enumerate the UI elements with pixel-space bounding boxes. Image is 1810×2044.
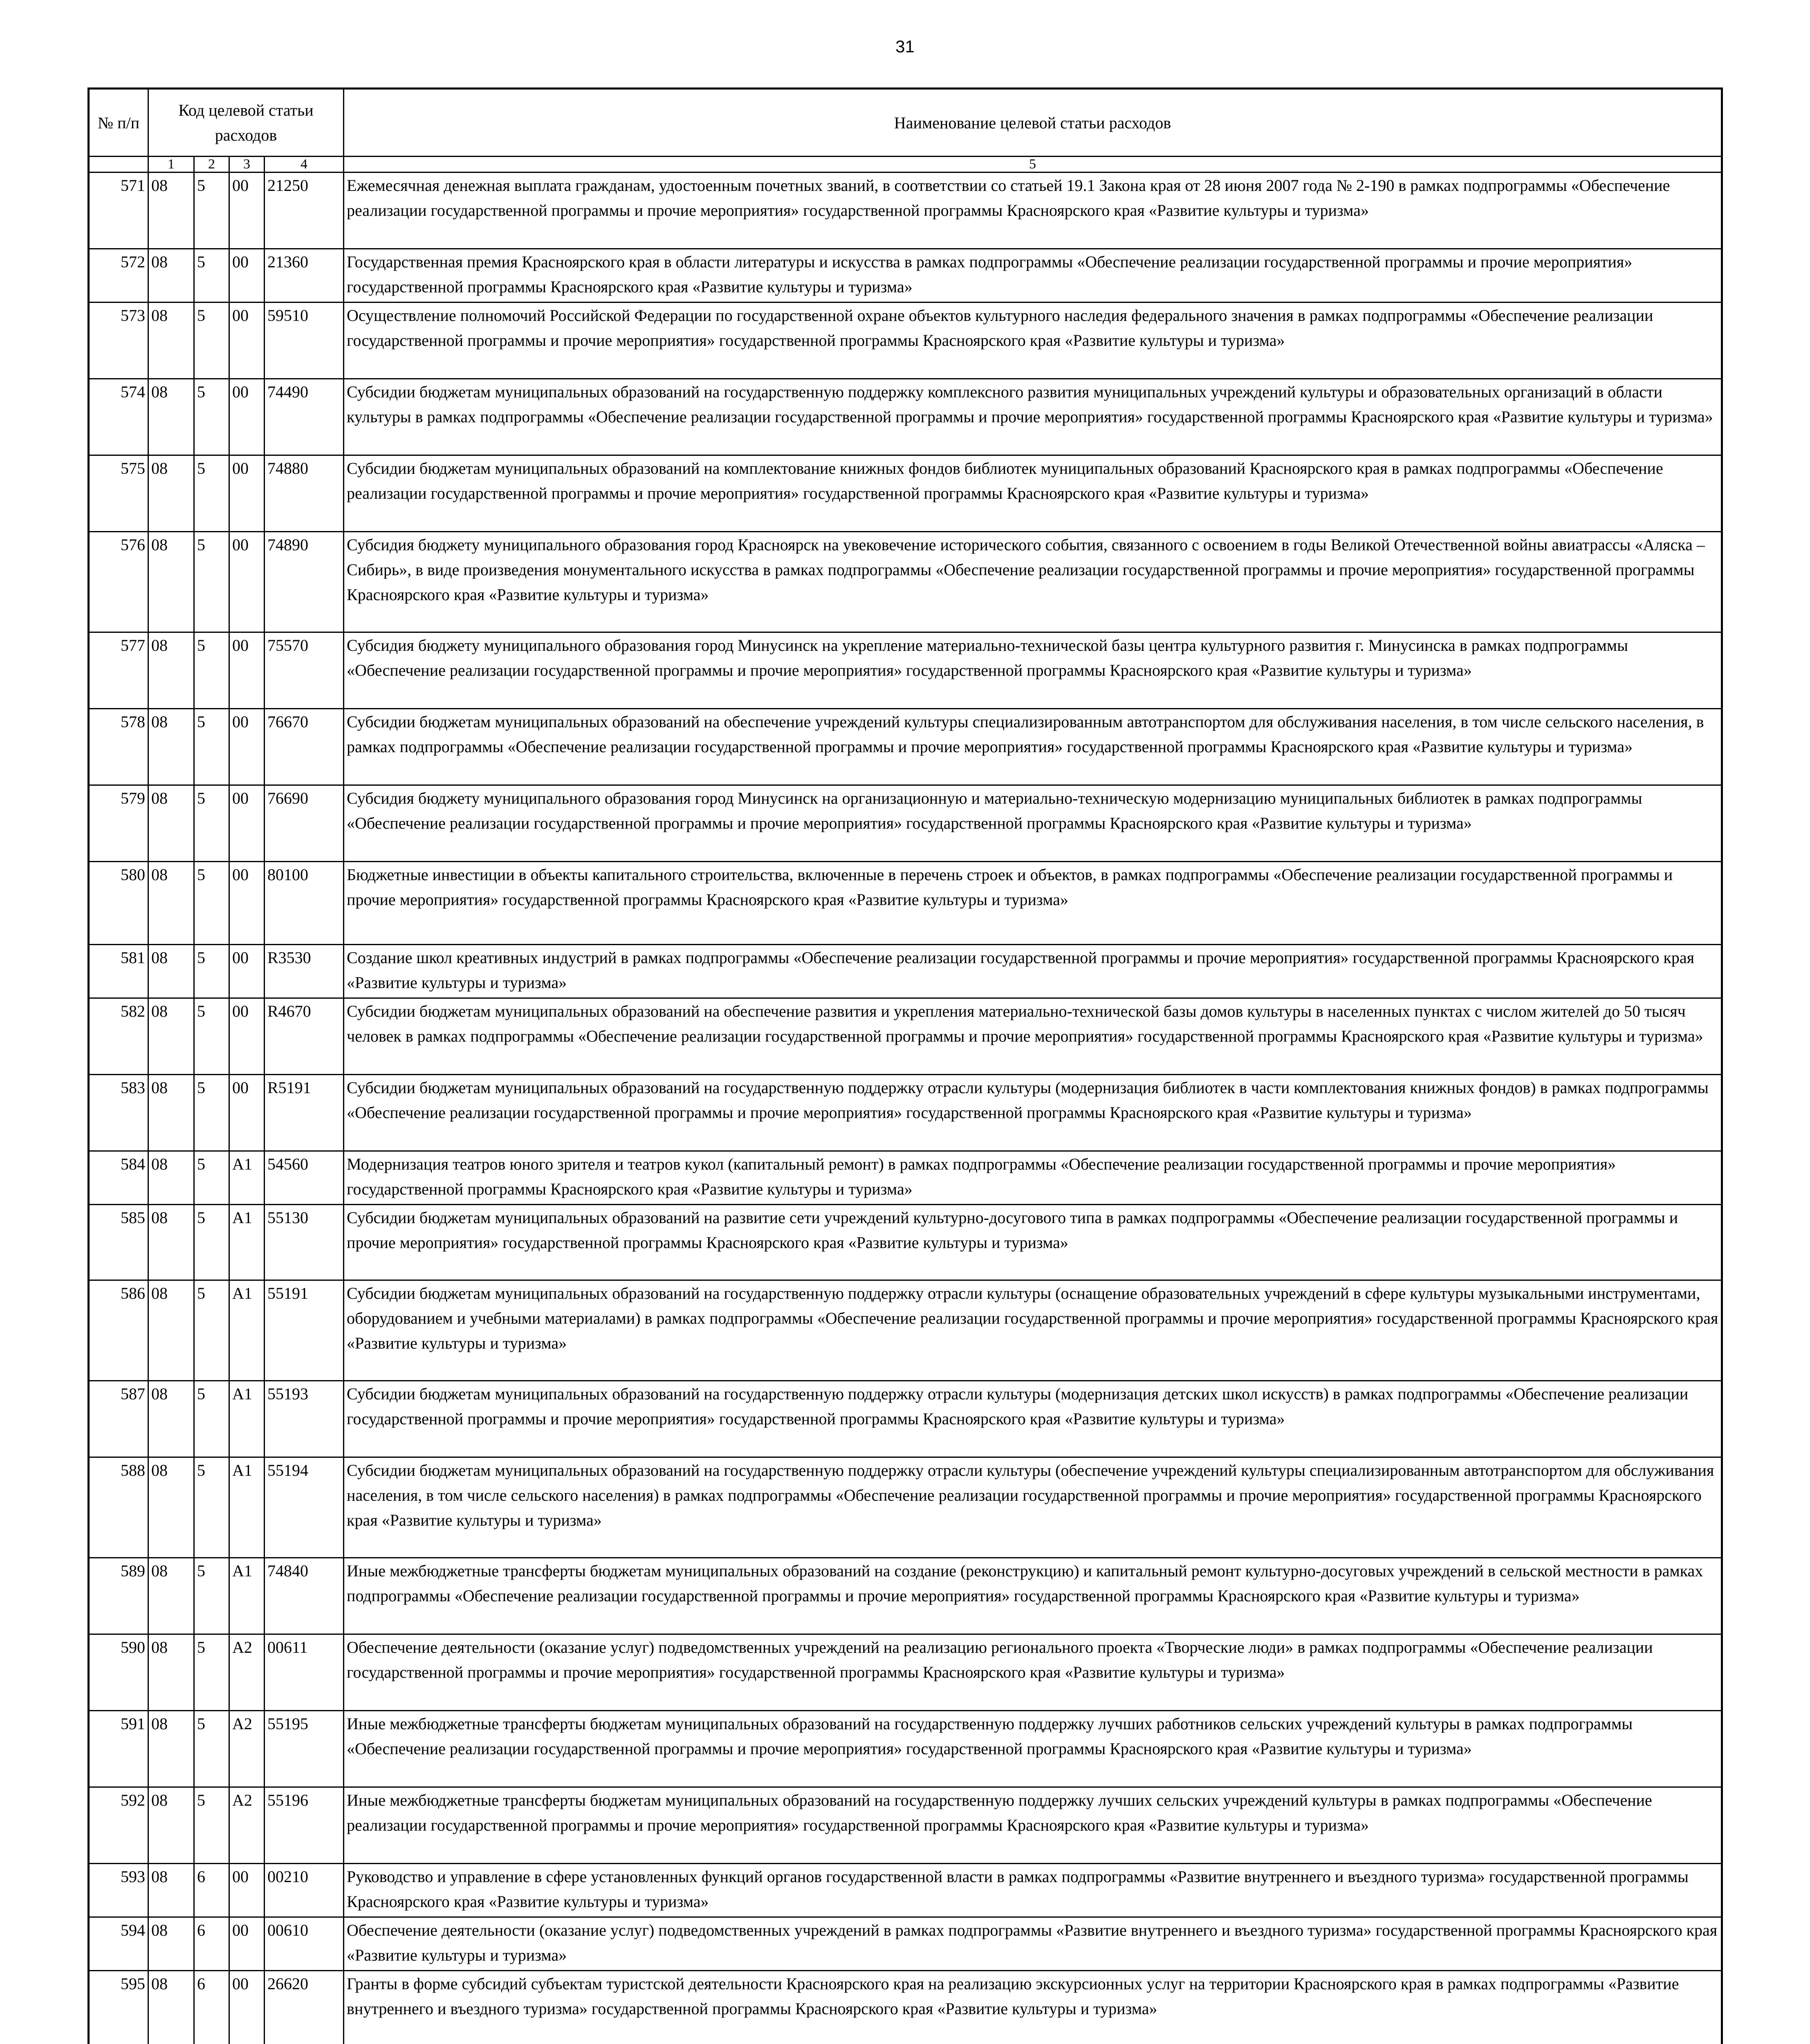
cell-c1: 08: [148, 1917, 194, 1971]
cell-num: 583: [89, 1075, 148, 1151]
cell-c3: 00: [229, 303, 265, 379]
cell-c2: 5: [194, 945, 229, 998]
cell-name: Иные межбюджетные трансферты бюджетам муниципальных образований на государственную поддержку лучших сельских учреждений культуры в рамках подпрограммы «Обеспечение реализации государственной программы и прочие мероприятия» государственной программы Красноярского края «Развитие культуры и туризма»: [344, 1787, 1722, 1864]
header-colnum-3: 3: [229, 157, 265, 173]
cell-c3: 00: [229, 532, 265, 632]
cell-num: 576: [89, 532, 148, 632]
cell-c3: 00: [229, 1971, 265, 2044]
cell-c3: 00: [229, 785, 265, 862]
cell-c4: 55194: [265, 1457, 344, 1558]
cell-c4: 74490: [265, 379, 344, 455]
cell-num: 595: [89, 1971, 148, 2044]
cell-c3: A2: [229, 1787, 265, 1864]
cell-c3: A1: [229, 1457, 265, 1558]
budget-table: [87, 87, 1723, 2044]
table-row: [89, 1971, 1722, 2044]
cell-c1: 08: [148, 532, 194, 632]
cell-num: 591: [89, 1711, 148, 1787]
cell-num: 577: [89, 632, 148, 709]
cell-c1: 08: [148, 1558, 194, 1634]
cell-num: 580: [89, 862, 148, 945]
cell-c4: 75570: [265, 632, 344, 709]
table-row: [89, 1075, 1722, 1151]
table-row: [89, 379, 1722, 455]
cell-num: 578: [89, 709, 148, 785]
table-row: [89, 173, 1722, 249]
cell-num: 573: [89, 303, 148, 379]
cell-name: Обеспечение деятельности (оказание услуг) подведомственных учреждений в рамках подпрограммы «Развитие внутреннего и въездного туризма» государственной программы Красноярского края «Развитие культуры и туризма»: [344, 1917, 1722, 1971]
cell-num: 590: [89, 1634, 148, 1711]
cell-c1: 08: [148, 379, 194, 455]
cell-c4: 55193: [265, 1381, 344, 1457]
cell-c1: 08: [148, 1787, 194, 1864]
table-row: [89, 1917, 1722, 1971]
table-row: [89, 1205, 1722, 1280]
cell-num: 572: [89, 249, 148, 303]
cell-c3: A2: [229, 1634, 265, 1711]
cell-c4: 00210: [265, 1864, 344, 1917]
cell-c3: A2: [229, 1711, 265, 1787]
cell-name: Иные межбюджетные трансферты бюджетам муниципальных образований на государственную поддержку лучших работников сельских учреждений культуры в рамках подпрограммы «Обеспечение реализации государственной программы и прочие мероприятия» государственной программы Красноярского края «Развитие культуры и туризма»: [344, 1711, 1722, 1787]
cell-name: Иные межбюджетные трансферты бюджетам муниципальных образований на создание (реконструкцию) и капитальный ремонт культурно-досуговых учреждений в сельской местности в рамках подпрограммы «Обеспечение реализации государственной программы и прочие мероприятия» государственной программы Красноярского края «Развитие культуры и туризма»: [344, 1558, 1722, 1634]
cell-c3: A1: [229, 1381, 265, 1457]
table-row: [89, 632, 1722, 709]
cell-num: 587: [89, 1381, 148, 1457]
table-row: [89, 1280, 1722, 1381]
cell-name: Ежемесячная денежная выплата гражданам, удостоенным почетных званий, в соответствии со статьей 19.1 Закона края от 28 июня 2007 года № 2-190 в рамках подпрограммы «Обеспечение реализации государственной программы и прочие мероприятия» государственной программы Красноярского края «Развитие культуры и туризма»: [344, 173, 1722, 249]
cell-name: Субсидии бюджетам муниципальных образований на развитие сети учреждений культурно-досугового типа в рамках подпрограммы «Обеспечение реализации государственной программы и прочие мероприятия» государственной программы Красноярского края «Развитие культуры и туризма»: [344, 1205, 1722, 1280]
cell-c1: 08: [148, 1205, 194, 1280]
cell-c3: 00: [229, 709, 265, 785]
cell-c1: 08: [148, 455, 194, 532]
cell-c3: A1: [229, 1151, 265, 1205]
table-row: [89, 1864, 1722, 1917]
cell-c2: 5: [194, 1151, 229, 1205]
cell-c4: 21250: [265, 173, 344, 249]
cell-name: Субсидия бюджету муниципального образования город Минусинск на укрепление материально-технической базы центра культурного развития г. Минусинска в рамках подпрограммы «Обеспечение реализации государственной программы и прочие мероприятия» государственной программы Красноярского края «Развитие культуры и туризма»: [344, 632, 1722, 709]
header-name: Наименование целевой статьи расходов: [344, 89, 1722, 157]
header-colnum-5: 5: [344, 157, 1722, 173]
cell-c4: 74890: [265, 532, 344, 632]
cell-c2: 5: [194, 303, 229, 379]
cell-c4: R3530: [265, 945, 344, 998]
cell-c1: 08: [148, 1634, 194, 1711]
cell-name: Руководство и управление в сфере установленных функций органов государственной власти в рамках подпрограммы «Развитие внутреннего и въездного туризма» государственной программы Красноярского края «Развитие культуры и туризма»: [344, 1864, 1722, 1917]
table-row: [89, 249, 1722, 303]
cell-c1: 08: [148, 709, 194, 785]
cell-c2: 5: [194, 1787, 229, 1864]
cell-c4: 55130: [265, 1205, 344, 1280]
cell-c2: 5: [194, 1381, 229, 1457]
cell-num: 593: [89, 1864, 148, 1917]
cell-c4: 76670: [265, 709, 344, 785]
cell-num: 588: [89, 1457, 148, 1558]
header-colnum-2: 2: [194, 157, 229, 173]
cell-name: Обеспечение деятельности (оказание услуг) подведомственных учреждений на реализацию регионального проекта «Творческие люди» в рамках подпрограммы «Обеспечение реализации государственной программы и прочие мероприятия» государственной программы Красноярского края «Развитие культуры и туризма»: [344, 1634, 1722, 1711]
cell-c3: 00: [229, 379, 265, 455]
cell-name: Субсидия бюджету муниципального образования город Минусинск на организационную и материально-техническую модернизацию муниципальных библиотек в рамках подпрограммы «Обеспечение реализации государственной программы и прочие мероприятия» государственной программы Красноярского края «Развитие культуры и туризма»: [344, 785, 1722, 862]
cell-c4: 55191: [265, 1280, 344, 1381]
table-row: [89, 1787, 1722, 1864]
cell-c2: 6: [194, 1971, 229, 2044]
cell-name: Субсидии бюджетам муниципальных образований на государственную поддержку отрасли культуры (модернизация детских школ искусств) в рамках подпрограммы «Обеспечение реализации государственной программы и прочие мероприятия» государственной программы Красноярского края «Развитие культуры и туризма»: [344, 1381, 1722, 1457]
cell-c3: 00: [229, 998, 265, 1075]
cell-c2: 5: [194, 532, 229, 632]
cell-num: 584: [89, 1151, 148, 1205]
table-row: [89, 455, 1722, 532]
cell-name: Субсидии бюджетам муниципальных образований на обеспечение развития и укрепления материально-технической базы домов культуры в населенных пунктах с числом жителей до 50 тысяч человек в рамках подпрограммы «Обеспечение реализации государственной программы и прочие мероприятия» государственной программы Красноярского края «Развитие культуры и туризма»: [344, 998, 1722, 1075]
cell-name: Гранты в форме субсидий субъектам туристской деятельности Красноярского края на реализацию экскурсионных услуг на территории Красноярского края в рамках подпрограммы «Развитие внутреннего и въездного туризма» государственной программы Красноярского края «Развитие культуры и туризма»: [344, 1971, 1722, 2044]
cell-c3: 00: [229, 173, 265, 249]
cell-c2: 5: [194, 709, 229, 785]
cell-c3: 00: [229, 1917, 265, 1971]
cell-c1: 08: [148, 1075, 194, 1151]
cell-c3: 00: [229, 632, 265, 709]
cell-c3: 00: [229, 455, 265, 532]
cell-name: Субсидия бюджету муниципального образования город Красноярск на увековечение исторического события, связанного с освоением в годы Великой Отечественной войны авиатрассы «Аляска – Сибирь», в виде произведения монументального искусства в рамках подпрограммы «Обеспечение реализации государственной программы и прочие мероприятия» государственной программы Красноярского края «Развитие культуры и туризма»: [344, 532, 1722, 632]
cell-num: 592: [89, 1787, 148, 1864]
cell-c3: 00: [229, 1075, 265, 1151]
cell-c1: 08: [148, 945, 194, 998]
table-row: [89, 862, 1722, 945]
cell-c2: 5: [194, 998, 229, 1075]
table-row: [89, 709, 1722, 785]
cell-c4: 54560: [265, 1151, 344, 1205]
cell-c1: 08: [148, 1711, 194, 1787]
cell-c4: 55196: [265, 1787, 344, 1864]
cell-c3: 00: [229, 862, 265, 945]
header-code: Код целевой статьи расходов: [148, 89, 344, 157]
table-row: [89, 1457, 1722, 1558]
cell-c4: 74880: [265, 455, 344, 532]
cell-c2: 5: [194, 1558, 229, 1634]
cell-c1: 08: [148, 303, 194, 379]
table-row: [89, 1711, 1722, 1787]
table-row: [89, 1381, 1722, 1457]
cell-c1: 08: [148, 173, 194, 249]
cell-c2: 5: [194, 862, 229, 945]
cell-c2: 5: [194, 1205, 229, 1280]
cell-c3: 00: [229, 945, 265, 998]
cell-num: 586: [89, 1280, 148, 1381]
table-row: [89, 1634, 1722, 1711]
cell-num: 589: [89, 1558, 148, 1634]
cell-num: 571: [89, 173, 148, 249]
cell-c2: 5: [194, 1075, 229, 1151]
table-row: [89, 1151, 1722, 1205]
table-row: [89, 998, 1722, 1075]
cell-c4: 00611: [265, 1634, 344, 1711]
table-row: [89, 945, 1722, 998]
cell-name: Государственная премия Красноярского края в области литературы и искусства в рамках подпрограммы «Обеспечение реализации государственной программы и прочие мероприятия» государственной программы Красноярского края «Развитие культуры и туризма»: [344, 249, 1722, 303]
cell-c1: 08: [148, 785, 194, 862]
cell-name: Субсидии бюджетам муниципальных образований на государственную поддержку отрасли культуры (оснащение образовательных учреждений в сфере культуры музыкальными инструментами, оборудованием и учебными материалами) в рамках подпрограммы «Обеспечение реализации государственной программы и прочие мероприятия» государственной программы Красноярского края «Развитие культуры и туризма»: [344, 1280, 1722, 1381]
cell-name: Субсидии бюджетам муниципальных образований на государственную поддержку отрасли культуры (модернизация библиотек в части комплектования книжных фондов) в рамках подпрограммы «Обеспечение реализации государственной программы и прочие мероприятия» государственной программы Красноярского края «Развитие культуры и туризма»: [344, 1075, 1722, 1151]
page-number: 31: [895, 37, 915, 56]
cell-num: 574: [89, 379, 148, 455]
cell-c4: 80100: [265, 862, 344, 945]
table-row: [89, 785, 1722, 862]
cell-c2: 5: [194, 173, 229, 249]
cell-c2: 5: [194, 249, 229, 303]
cell-c1: 08: [148, 1151, 194, 1205]
table-header: [89, 89, 1722, 173]
cell-name: Осуществление полномочий Российской Федерации по государственной охране объектов культурного наследия федерального значения в рамках подпрограммы «Обеспечение реализации государственной программы и прочие мероприятия» государственной программы Красноярского края «Развитие культуры и туризма»: [344, 303, 1722, 379]
cell-c2: 5: [194, 1634, 229, 1711]
cell-c4: 59510: [265, 303, 344, 379]
cell-c4: 76690: [265, 785, 344, 862]
cell-c4: R4670: [265, 998, 344, 1075]
cell-c2: 5: [194, 379, 229, 455]
cell-c3: A1: [229, 1558, 265, 1634]
header-colnum-empty: [89, 157, 148, 173]
cell-c3: 00: [229, 249, 265, 303]
header-colnum-4: 4: [265, 157, 344, 173]
cell-c2: 5: [194, 455, 229, 532]
cell-c3: A1: [229, 1205, 265, 1280]
cell-c1: 08: [148, 249, 194, 303]
cell-c2: 5: [194, 1457, 229, 1558]
cell-name: Субсидии бюджетам муниципальных образований на обеспечение учреждений культуры специализированным автотранспортом для обслуживания населения, в том числе сельского населения, в рамках подпрограммы «Обеспечение реализации государственной программы и прочие мероприятия» государственной программы Красноярского края «Развитие культуры и туризма»: [344, 709, 1722, 785]
cell-num: 579: [89, 785, 148, 862]
cell-c4: 21360: [265, 249, 344, 303]
cell-name: Субсидии бюджетам муниципальных образований на государственную поддержку комплексного развития муниципальных учреждений культуры и образовательных организаций в области культуры в рамках подпрограммы «Обеспечение реализации государственной программы и прочие мероприятия» государственной программы Красноярского края «Развитие культуры и туризма»: [344, 379, 1722, 455]
cell-c4: R5191: [265, 1075, 344, 1151]
table-row: [89, 532, 1722, 632]
cell-num: 582: [89, 998, 148, 1075]
table-body: [89, 173, 1722, 2044]
header-num: № п/п: [89, 89, 148, 157]
cell-c4: 26620: [265, 1971, 344, 2044]
cell-c1: 08: [148, 862, 194, 945]
cell-c1: 08: [148, 998, 194, 1075]
header-colnum-1: 1: [148, 157, 194, 173]
cell-c4: 74840: [265, 1558, 344, 1634]
cell-c2: 5: [194, 1280, 229, 1381]
cell-name: Создание школ креативных индустрий в рамках подпрограммы «Обеспечение реализации государственной программы и прочие мероприятия» государственной программы Красноярского края «Развитие культуры и туризма»: [344, 945, 1722, 998]
cell-c1: 08: [148, 1971, 194, 2044]
cell-c2: 5: [194, 785, 229, 862]
cell-c4: 55195: [265, 1711, 344, 1787]
cell-name: Бюджетные инвестиции в объекты капитального строительства, включенные в перечень строек и объектов, в рамках подпрограммы «Обеспечение реализации государственной программы и прочие мероприятия» государственной программы Красноярского края «Развитие культуры и туризма»: [344, 862, 1722, 945]
cell-c1: 08: [148, 1381, 194, 1457]
table-row: [89, 303, 1722, 379]
cell-name: Модернизация театров юного зрителя и театров кукол (капитальный ремонт) в рамках подпрограммы «Обеспечение реализации государственной программы и прочие мероприятия» государственной программы Красноярского края «Развитие культуры и туризма»: [344, 1151, 1722, 1205]
cell-c3: A1: [229, 1280, 265, 1381]
cell-num: 585: [89, 1205, 148, 1280]
cell-c4: 00610: [265, 1917, 344, 1971]
cell-c1: 08: [148, 1457, 194, 1558]
cell-num: 581: [89, 945, 148, 998]
cell-c2: 5: [194, 632, 229, 709]
cell-c1: 08: [148, 1280, 194, 1381]
table-row: [89, 1558, 1722, 1634]
cell-name: Субсидии бюджетам муниципальных образований на комплектование книжных фондов библиотек муниципальных образований Красноярского края в рамках подпрограммы «Обеспечение реализации государственной программы и прочие мероприятия» государственной программы Красноярского края «Развитие культуры и туризма»: [344, 455, 1722, 532]
cell-num: 575: [89, 455, 148, 532]
cell-c1: 08: [148, 1864, 194, 1917]
cell-name: Субсидии бюджетам муниципальных образований на государственную поддержку отрасли культуры (обеспечение учреждений культуры специализированным автотранспортом для обслуживания населения, в том числе сельского населения) в рамках подпрограммы «Обеспечение реализации государственной программы и прочие мероприятия» государственной программы Красноярского края «Развитие культуры и туризма»: [344, 1457, 1722, 1558]
cell-c3: 00: [229, 1864, 265, 1917]
cell-c2: 5: [194, 1711, 229, 1787]
cell-c2: 6: [194, 1917, 229, 1971]
cell-c1: 08: [148, 632, 194, 709]
cell-num: 594: [89, 1917, 148, 1971]
cell-c2: 6: [194, 1864, 229, 1917]
